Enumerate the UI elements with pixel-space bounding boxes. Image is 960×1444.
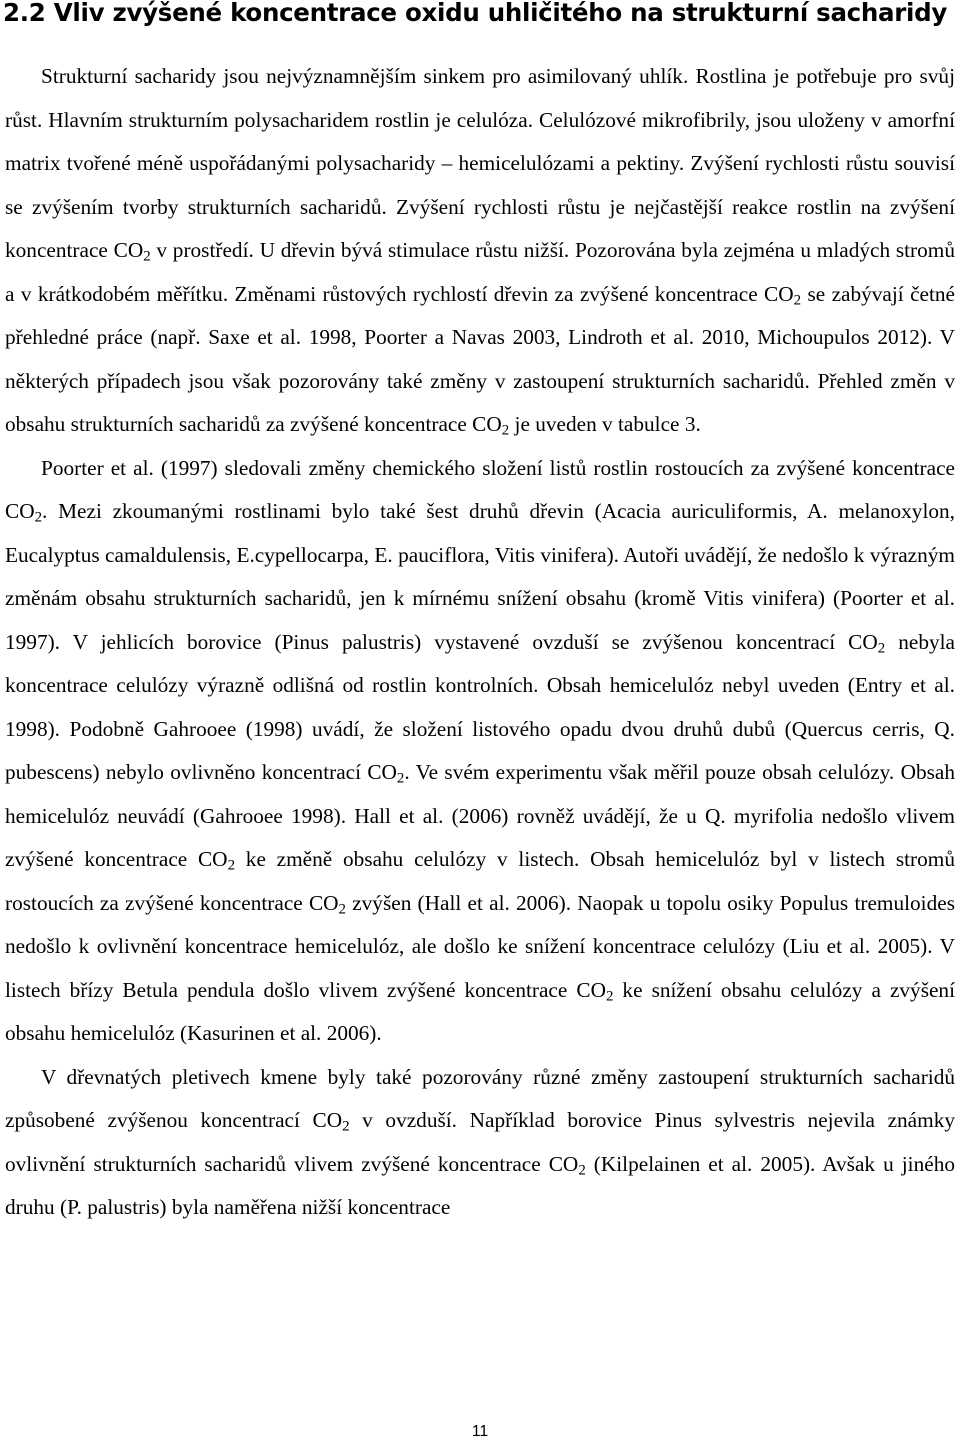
text-run: ke změně obsahu celulózy v listech. Obsah hemicelulóz byl v listech stromů rostoucích za zvýšené koncentrace CO (5, 847, 955, 915)
subscript: 2 (34, 509, 43, 526)
text-run: . Ve svém experimentu však měřil pouze obsah celulózy. Obsah hemicelulóz neuvádí (Gahrooee 1998). Hall et al. (2006) rovněž uvádějí, že u Q. myrifolia nedošlo vlivem zvýšené koncentrace CO (5, 760, 955, 871)
text-run: (Kilpelainen et al. 2005). Avšak u jiného druhu (P. palustris) byla naměřena nižší koncentrace (5, 1151, 955, 1219)
subscript: 2 (605, 988, 614, 1005)
text-run: je uveden v tabulce 3. (509, 412, 701, 436)
section-heading: 2.2 Vliv zvýšené koncentrace oxidu uhličitého na strukturní sacharidy (3, 0, 948, 27)
text-run: v ovzduší. Například borovice Pinus sylvestris nejevila známky ovlivnění strukturních sacharidů vlivem zvýšené koncentrace CO (5, 1108, 955, 1176)
subscript: 2 (578, 1162, 586, 1179)
text-run: Poorter et al. (1997) sledovali změny chemického složení listů rostlin rostoucích za zvýšené koncentrace CO (5, 455, 955, 523)
subscript: 2 (227, 857, 236, 874)
text-run: nebyla koncentrace celulózy výrazně odlišná od rostlin kontrolních. Obsah hemicelulóz nebyl uveden (Entry et al. 1998). Podobně Gahrooee (1998) uvádí, že složení listového opadu dvou druhů dubů (Quercus cerris, Q. pubescens) nebylo ovlivněno koncentrací CO (5, 629, 955, 784)
subscript: 2 (501, 422, 510, 439)
text-run: ke snížení obsahu celulózy a zvýšení obsahu hemicelulóz (Kasurinen et al. 2006). (5, 977, 955, 1045)
text-run: se zabývají četné přehledné práce (např. Saxe et al. 1998, Poorter a Navas 2003, Lindroth et al. 2010, Michoupulos 2012). V některých případech jsou však pozorovány také změny v zastoupení strukturních sacharidů. Přehled změn v obsahu strukturních sacharidů za zvýšené koncentrace CO (5, 281, 955, 436)
subscript: 2 (793, 292, 802, 309)
subscript: 2 (143, 248, 151, 265)
paragraph-1 (5, 55, 955, 447)
text-run: zvýšen (Hall et al. 2006). Naopak u topolu osiky Populus tremuloides nedošlo k ovlivnění koncentrace hemicelulóz, ale došlo ke snížení koncentrace celulózy (Liu et al. 2005). V listech břízy Betula pendula došlo vlivem zvýšené koncentrace CO (5, 890, 955, 1002)
subscript: 2 (877, 640, 886, 657)
text-run: Strukturní sacharidy jsou nejvýznamnějším sinkem pro asimilovaný uhlík. Rostlina je potřebuje pro svůj růst. Hlavním strukturním polysacharidem rostlin je celulóza. Celulózové mikrofibrily, jsou uloženy v amorfní matrix tvořené méně uspořádanými polysacharidy – hemicelulózami a pektiny. Zvýšení rychlosti růstu souvisí se zvýšením tvorby strukturních sacharidů. Zvýšení rychlosti růstu je nejčastější reakce rostlin na zvýšení koncentrace CO (5, 64, 955, 262)
text-run: V dřevnatých pletivech kmene byly také pozorovány různé změny zastoupení strukturních sacharidů způsobené zvýšenou koncentrací CO (5, 1064, 955, 1132)
body-text (5, 55, 955, 1230)
subscript: 2 (396, 770, 405, 787)
text-run: v prostředí. U dřevin bývá stimulace růstu nižší. Pozorována byla zejména u mladých stromů a v krátkodobém měřítku. Změnami růstových rychlostí dřevin za zvýšené koncentrace CO (5, 238, 955, 306)
text-run: . Mezi zkoumanými rostlinami bylo také šest druhů dřevin (Acacia auriculiformis, A. melanoxylon, Eucalyptus camaldulensis, E.cypellocarpa, E. pauciflora, Vitis vinifera). Autoři uvádějí, že nedošlo k výrazným změnám obsahu strukturních sacharidů, jen k mírnému snížení obsahu (kromě Vitis vinifera) (Poorter et al. 1997). V jehlicích borovice (Pinus palustris) vystavené ovzduší se zvýšenou koncentrací CO (5, 499, 955, 654)
page-number: 11 (471, 1423, 489, 1440)
subscript: 2 (342, 1118, 350, 1135)
paragraph-3 (5, 1056, 955, 1230)
subscript: 2 (338, 901, 346, 918)
paragraph-2 (5, 447, 955, 1056)
